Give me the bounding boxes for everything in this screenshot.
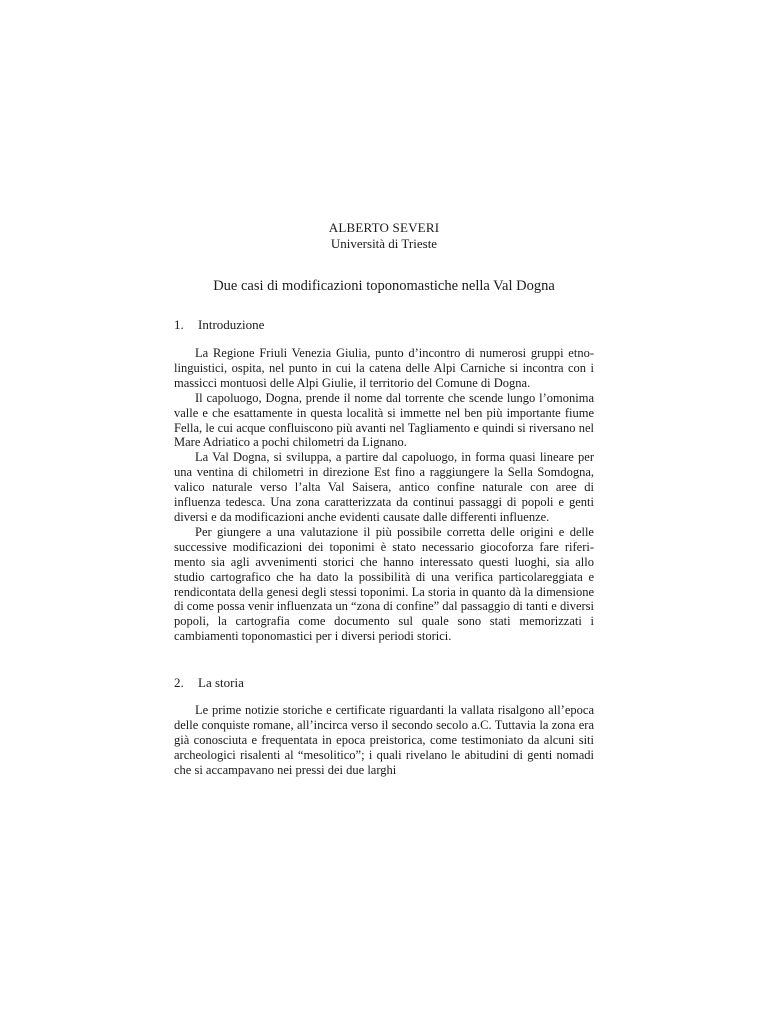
section-heading-la-storia <box>174 675 244 691</box>
paragraph: La Regione Friuli Venezia Giulia, punto d’incontro di numerosi gruppi etno-linguistici, ospita, nel punto in cui la catena delle Alpi Carniche si incontra con i massicci montuosi delle Alpi Giulie, il territorio del Comune di Dogna. <box>174 346 594 390</box>
section-body-introduzione <box>174 346 594 644</box>
paper-title: Due casi di modificazioni toponomastiche nella Val Dogna <box>213 278 555 294</box>
paragraph: La Val Dogna, si sviluppa, a partire dal capoluogo, in forma quasi lineare per una ventina di chilometri in direzione Est fino a raggiungere la Sella Somdogna, valico naturale verso l’alta Val Saisera, antico confine naturale con aree di influenza tedesca. Una zona caratterizzata da continui passaggi di popoli e genti diversi e da modificazioni anche evidenti causate dalle differenti influenze. <box>174 450 594 524</box>
section-title: Introduzione <box>198 317 265 332</box>
author-affiliation: Università di Trieste <box>330 236 438 251</box>
section-title: La storia <box>198 675 244 690</box>
section-body-la-storia <box>174 703 594 778</box>
section-number: 1. <box>174 317 184 332</box>
section-number: 2. <box>174 675 184 690</box>
paragraph: Le prime notizie storiche e certificate riguardanti la vallata risalgono all’epoca delle conquiste romane, all’incirca verso il secondo secolo a.C. Tuttavia la zona era già conosciuta e frequentata in epoca preistorica, come testimoniato da alcuni siti archeologici risalenti al “mesolitico”; i quali rivelano le abitudini di genti nomadi che si accampavano nei pressi dei due larghi <box>174 703 594 777</box>
paragraph: Il capoluogo, Dogna, prende il nome dal torrente che scende lungo l’omonima valle e che esattamente in questa località si immette nel ben più importante fiume Fella, le cui acque confluiscono più avanti nel Tagliamento e quindi si riversano nel Mare Adriatico a pochi chilometri da Lignano. <box>174 390 594 450</box>
section-heading-introduzione <box>174 317 264 333</box>
author-block <box>0 220 768 252</box>
author-name: ALBERTO SEVERI <box>328 220 440 235</box>
paragraph: Per giungere a una valutazione il più possibile corretta delle origini e delle successive modificazioni dei toponimi è stato necessario giocoforza fare riferi-mento sia agli avvenimenti storici che hanno interessato questi luoghi, sia allo studio cartografico che ha dato la possibilità di una verifica particolareggiata e rendicontata della genesi degli stessi toponimi. La storia in quanto dà la dimensione di come possa venir influenzata un “zona di confine” dal passaggio di tanti e diversi popoli, la cartografia come documento sul quale sono stati memorizzati i cambiamenti toponomastici per i diversi periodi storici. <box>174 524 595 644</box>
